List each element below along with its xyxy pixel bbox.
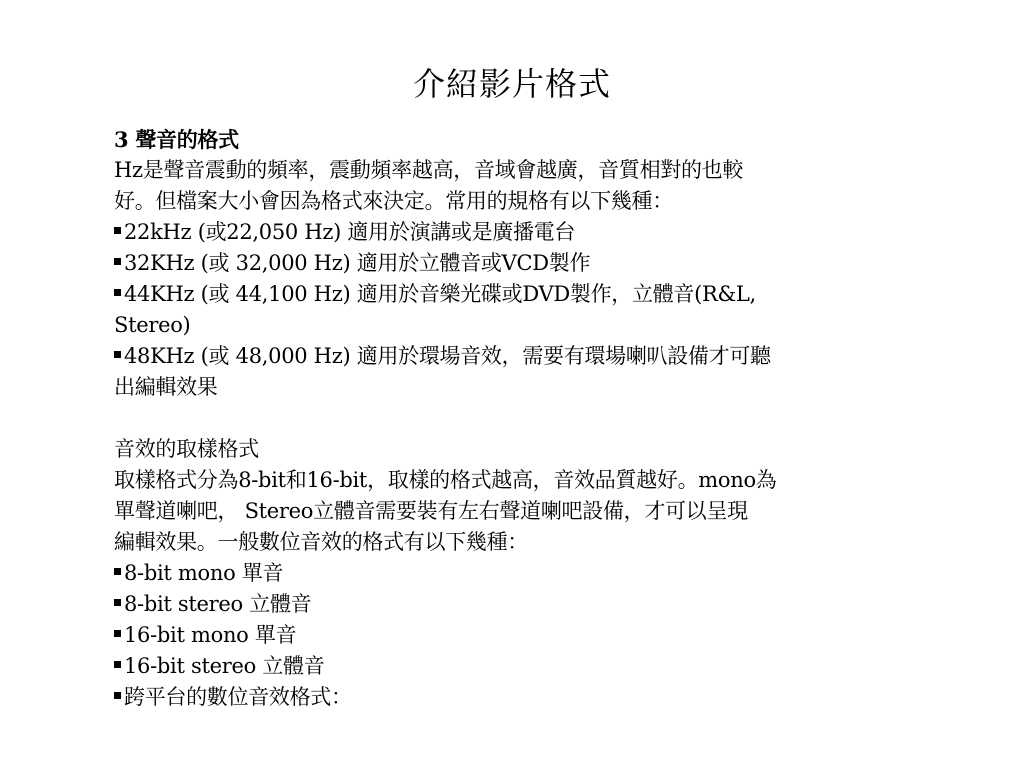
list-item-continuation: Stereo)	[114, 313, 191, 337]
intro-text: 好。但檔案大小會因為格式來決定。常用的規格有以下幾種：	[114, 189, 673, 213]
list-item	[114, 558, 894, 589]
paragraph-text: 取樣格式分為8-bit和16-bit，取樣的格式越高，音效品質越好。mono為	[114, 468, 777, 492]
list-item	[114, 620, 894, 651]
intro-text: Hz是聲音震動的頻率，震動頻率越高，音域會越廣，音質相對的也較	[114, 158, 744, 182]
square-bullet-icon	[114, 258, 121, 265]
list-item-text: 8-bit mono 單音	[124, 561, 284, 585]
list-item	[114, 651, 894, 682]
list-item-text: 48KHz (或 48,000 Hz) 適用於環場音效，需要有環場喇叭設備才可聽	[124, 344, 771, 368]
list-item	[114, 248, 894, 279]
paragraph-text: 單聲道喇吧， Stereo立體音需要裝有左右聲道喇吧設備，才可以呈現	[114, 499, 748, 523]
paragraph-text: 編輯效果。一般數位音效的格式有以下幾種：	[114, 530, 528, 554]
list-item-text: 32KHz (或 32,000 Hz) 適用於立體音或VCD製作	[124, 251, 591, 275]
list-item-text: 16-bit stereo 立體音	[124, 654, 325, 678]
list-item	[114, 279, 894, 310]
list-item	[114, 682, 894, 713]
section-heading-sampling-format: 音效的取樣格式	[114, 437, 259, 461]
slide-title: 介紹影片格式	[412, 65, 611, 103]
list-item	[114, 217, 894, 248]
list-item-text: 跨平台的數位音效格式：	[124, 685, 352, 709]
square-bullet-icon	[114, 661, 121, 668]
list-item-text: 22kHz (或22,050 Hz) 適用於演講或是廣播電台	[124, 220, 576, 244]
list-item-text: 16-bit mono 單音	[124, 623, 297, 647]
square-bullet-icon	[114, 227, 121, 234]
square-bullet-icon	[114, 692, 121, 699]
list-item	[114, 341, 894, 372]
square-bullet-icon	[114, 599, 121, 606]
square-bullet-icon	[114, 630, 121, 637]
square-bullet-icon	[114, 568, 121, 575]
spacer	[114, 403, 894, 434]
section-heading-sound-format: 3 聲音的格式	[114, 127, 239, 152]
square-bullet-icon	[114, 351, 121, 358]
list-item	[114, 589, 894, 620]
list-item-text: 8-bit stereo 立體音	[124, 592, 312, 616]
slide-body	[114, 124, 894, 713]
list-item-continuation: 出編輯效果	[114, 375, 218, 399]
square-bullet-icon	[114, 289, 121, 296]
list-item-text: 44KHz (或 44,100 Hz) 適用於音樂光碟或DVD製作，立體音(R&L,	[124, 282, 756, 306]
